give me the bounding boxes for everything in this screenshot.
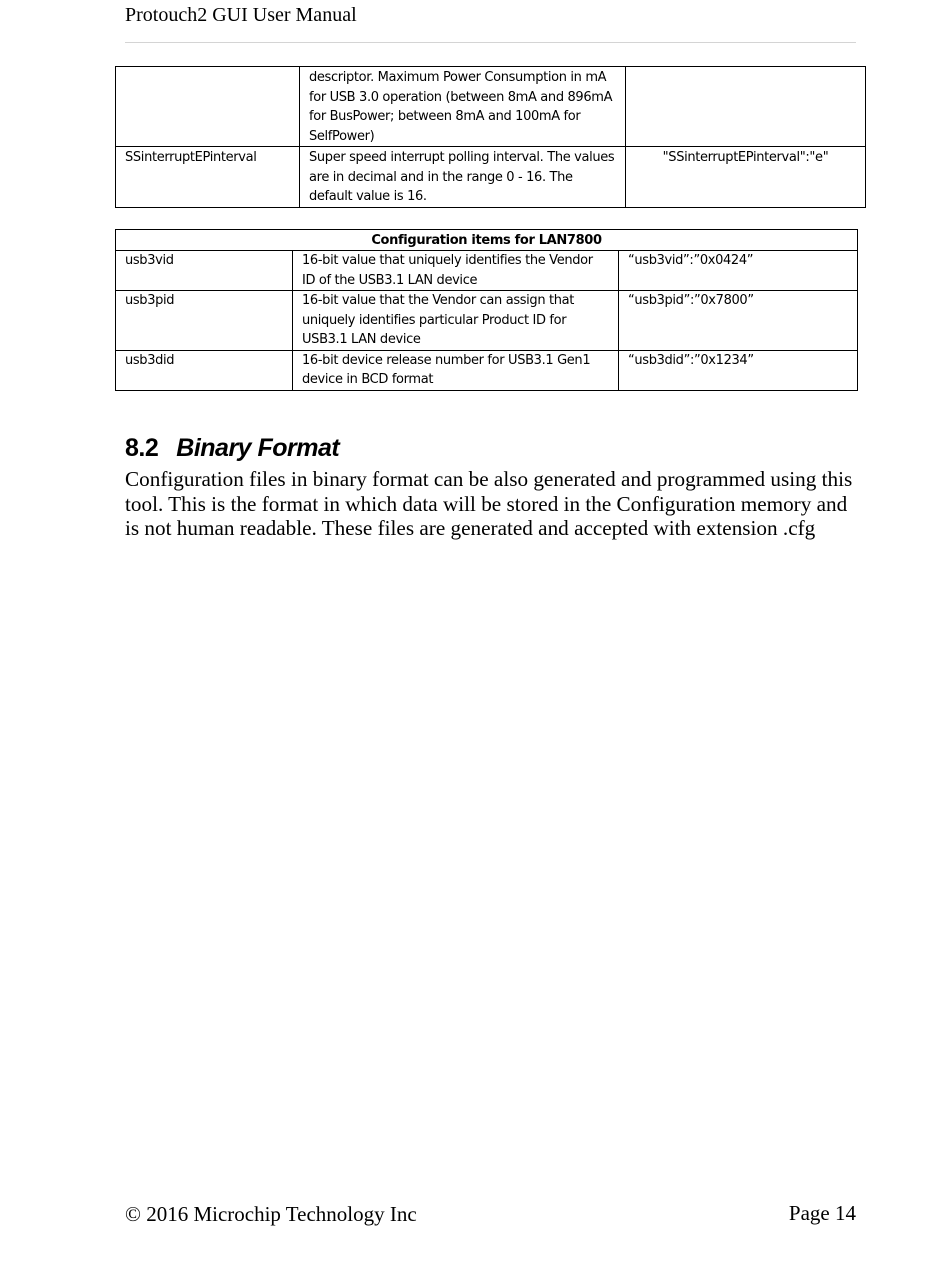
footer-page-number: Page 14 — [788, 1201, 856, 1225]
table-caption-row — [116, 230, 858, 251]
item-description-cell: 16-bit value that uniquely identifies the Vendor ID of the USB3.1 LAN device — [293, 251, 619, 291]
running-header-title: Protouch2 GUI User Manual — [125, 4, 357, 26]
item-name-cell: SSinterruptEPinterval — [116, 147, 300, 208]
table-row — [116, 251, 858, 291]
table-row — [116, 147, 866, 208]
section-paragraph: Configuration files in binary format can be also generated and programmed using this tool. This is the format in which data will be stored in the Configuration memory and is not human readable. These files are generated and accepted with extension .cfg — [125, 467, 853, 540]
item-name-cell: usb3vid — [116, 251, 293, 291]
item-name-cell: usb3pid — [116, 291, 293, 351]
item-value-cell: “usb3pid”:”0x7800” — [619, 291, 858, 351]
item-description-cell: descriptor. Maximum Power Consumption in mA for USB 3.0 operation (between 8mA and 896mA for BusPower; between 8mA and 100mA for SelfPower) — [300, 67, 626, 147]
item-value-cell — [626, 67, 866, 147]
item-name-cell: usb3did — [116, 350, 293, 390]
table-row — [116, 291, 858, 351]
item-value-cell: “usb3vid”:”0x0424” — [619, 251, 858, 291]
footer-copyright: © 2016 Microchip Technology Inc — [125, 1202, 417, 1226]
table-row — [116, 350, 858, 390]
item-description-cell: 16-bit value that the Vendor can assign that uniquely identifies particular Product ID for USB3.1 LAN device — [293, 291, 619, 351]
item-value-cell: "SSinterruptEPinterval":"e" — [626, 147, 866, 208]
item-value-cell: “usb3did”:”0x1234” — [619, 350, 858, 390]
section-title: Binary Format — [176, 434, 340, 462]
table-row — [116, 67, 866, 147]
item-description-cell: Super speed interrupt polling interval. The values are in decimal and in the range 0 - 16. The default value is 16. — [300, 147, 626, 208]
section-number: 8.2 — [125, 434, 159, 462]
header-divider — [125, 42, 856, 43]
section-heading — [125, 432, 339, 464]
item-description-cell: 16-bit device release number for USB3.1 Gen1 device in BCD format — [293, 350, 619, 390]
config-items-table-continued — [115, 66, 866, 208]
lan7800-config-table — [115, 229, 858, 391]
table-caption: Configuration items for LAN7800 — [116, 230, 858, 251]
item-name-cell — [116, 67, 300, 147]
